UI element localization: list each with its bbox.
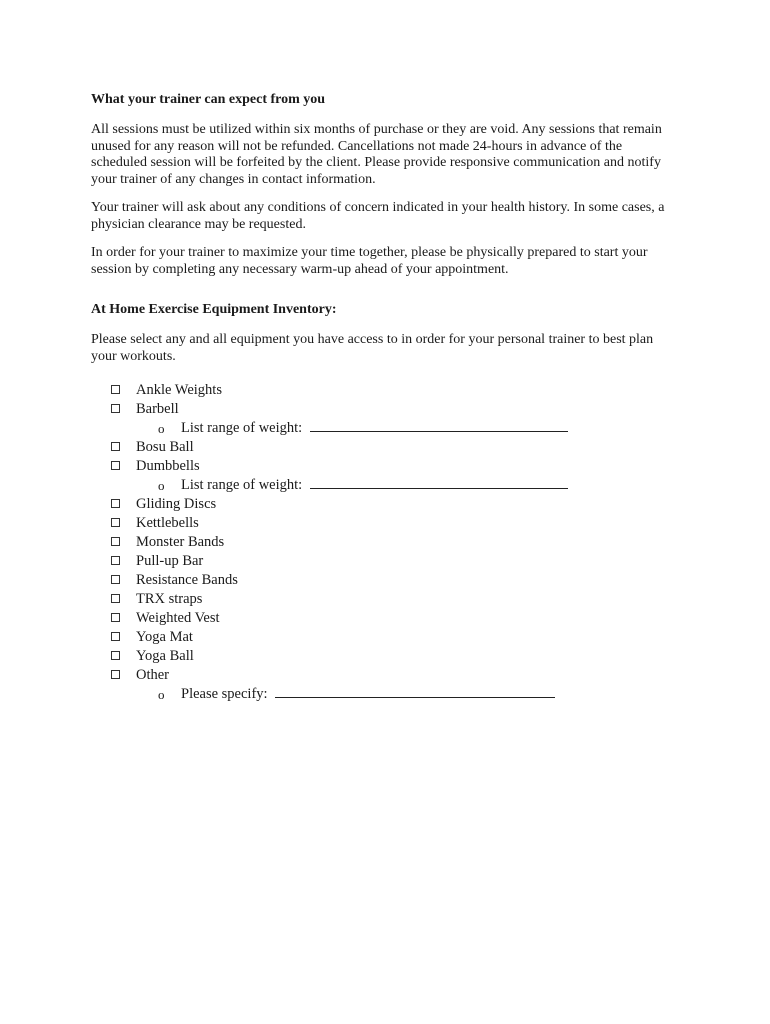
- checkbox-gliding-discs[interactable]: [111, 499, 120, 508]
- checklist-item-gliding-discs: [91, 495, 681, 514]
- checkbox-yoga-mat[interactable]: [111, 632, 120, 641]
- trainer-expectations-section: [91, 90, 681, 278]
- barbell-weight-range: [91, 419, 681, 438]
- checkbox-resistance-bands[interactable]: [111, 575, 120, 584]
- paragraph-sessions-policy: All sessions must be utilized within six months of purchase or they are void. Any sessions that remain unused for any reason will not be refunded. Cancellations not made 24-hours in advance of the scheduled session will be forfeited by the client. Please provide responsive communication and notify your trainer of any changes in contact information.: [91, 122, 662, 187]
- checklist-item-dumbbells: [91, 457, 681, 476]
- item-label: Pull-up Bar: [136, 553, 204, 569]
- checklist-item-yoga-mat: [91, 628, 681, 647]
- equipment-checklist: [91, 381, 681, 704]
- checklist-item-monster-bands: [91, 533, 681, 552]
- item-label: Resistance Bands: [136, 572, 238, 588]
- item-label: Yoga Ball: [136, 648, 194, 664]
- checkbox-yoga-ball[interactable]: [111, 651, 120, 660]
- item-label: Ankle Weights: [136, 382, 222, 398]
- item-label: Yoga Mat: [136, 629, 193, 645]
- item-label: Other: [136, 667, 170, 683]
- checkbox-weighted-vest[interactable]: [111, 613, 120, 622]
- paragraph-warm-up: In order for your trainer to maximize your time together, please be physically prepared to start your session by completing any necessary warm-up ahead of your appointment.: [91, 245, 648, 277]
- equipment-inventory-section: [91, 300, 681, 704]
- dumbbells-weight-blank-field[interactable]: [310, 476, 568, 489]
- checkbox-bosu-ball[interactable]: [111, 442, 120, 451]
- checkbox-other[interactable]: [111, 670, 120, 679]
- section-heading-expectations: What your trainer can expect from you: [91, 92, 326, 107]
- sub-item-label: List range of weight:: [181, 420, 303, 436]
- checkbox-monster-bands[interactable]: [111, 537, 120, 546]
- item-label: Barbell: [136, 401, 179, 417]
- document-page: [91, 90, 681, 704]
- checkbox-dumbbells[interactable]: [111, 461, 120, 470]
- other-specify-blank-field[interactable]: [275, 685, 555, 698]
- item-label: TRX straps: [136, 591, 203, 607]
- sub-bullet-icon: o: [158, 478, 165, 493]
- item-label: Gliding Discs: [136, 496, 217, 512]
- checkbox-trx-straps[interactable]: [111, 594, 120, 603]
- checkbox-kettlebells[interactable]: [111, 518, 120, 527]
- item-label: Dumbbells: [136, 458, 200, 474]
- dumbbells-weight-range: [91, 476, 681, 495]
- other-specify: [91, 685, 681, 704]
- paragraph-health-history: Your trainer will ask about any conditions of concern indicated in your health history. In some cases, a physician clearance may be requested.: [91, 200, 665, 232]
- checklist-item-resistance-bands: [91, 571, 681, 590]
- checklist-item-trx-straps: [91, 590, 681, 609]
- item-label: Bosu Ball: [136, 439, 194, 455]
- checkbox-ankle-weights[interactable]: [111, 385, 120, 394]
- sub-item-label: Please specify:: [181, 686, 268, 702]
- sub-bullet-icon: o: [158, 421, 165, 436]
- section-heading-inventory: At Home Exercise Equipment Inventory:: [91, 302, 337, 317]
- checklist-item-ankle-weights: [91, 381, 681, 400]
- checklist-item-bosu-ball: [91, 438, 681, 457]
- checklist-item-yoga-ball: [91, 647, 681, 666]
- checkbox-barbell[interactable]: [111, 404, 120, 413]
- checklist-item-weighted-vest: [91, 609, 681, 628]
- checklist-item-other: [91, 666, 681, 685]
- item-label: Weighted Vest: [136, 610, 220, 626]
- checklist-item-kettlebells: [91, 514, 681, 533]
- checklist-item-pull-up-bar: [91, 552, 681, 571]
- item-label: Monster Bands: [136, 534, 225, 550]
- barbell-weight-blank-field[interactable]: [310, 419, 568, 432]
- sub-item-label: List range of weight:: [181, 477, 303, 493]
- sub-bullet-icon: o: [158, 687, 165, 702]
- checkbox-pull-up-bar[interactable]: [111, 556, 120, 565]
- checklist-item-barbell: [91, 400, 681, 419]
- inventory-instructions: Please select any and all equipment you have access to in order for your personal trainer to best plan your workouts.: [91, 332, 654, 364]
- item-label: Kettlebells: [136, 515, 199, 531]
